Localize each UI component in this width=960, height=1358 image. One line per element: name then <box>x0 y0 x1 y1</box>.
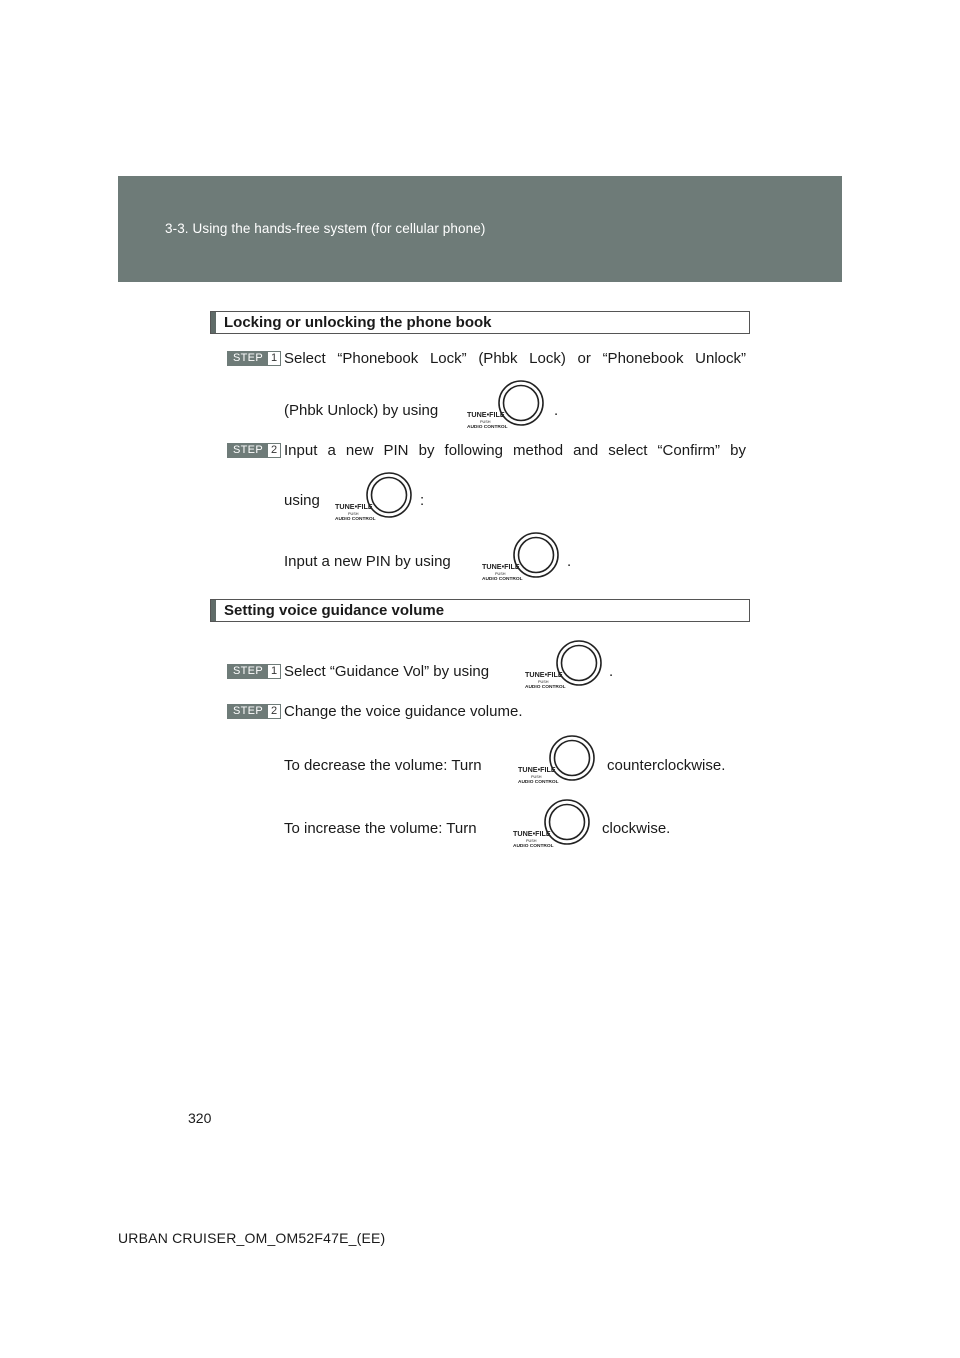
tune-file-knob-icon <box>512 796 598 860</box>
step-text: Input a new PIN by using <box>284 553 451 570</box>
knob-label: TUNE•FILE <box>467 410 505 419</box>
step-label: STEP <box>228 352 268 365</box>
step-text: Select “Guidance Vol” by using <box>284 663 490 680</box>
tune-file-knob-icon <box>334 469 420 533</box>
section-title-text: Locking or unlocking the phone book <box>224 314 492 331</box>
tune-file-knob-icon <box>481 529 567 593</box>
knob-label: TUNE•FILE <box>482 562 520 571</box>
knob-graphic <box>334 469 420 533</box>
knob-graphic <box>512 796 598 860</box>
chapter-header <box>118 176 842 282</box>
step-badge <box>227 443 281 458</box>
step-number: 1 <box>268 352 280 365</box>
knob-push-label: PUSH <box>480 420 491 424</box>
knob-sub-label: AUDIO CONTROL <box>518 780 559 785</box>
knob-sub-label: AUDIO CONTROL <box>467 425 508 430</box>
step-text: . <box>554 402 559 419</box>
knob-push-label: PUSH <box>531 775 542 779</box>
knob-graphic <box>466 377 552 441</box>
knob-label: TUNE•FILE <box>335 502 373 511</box>
step-text: To decrease the volume: Turn <box>284 757 482 774</box>
step-text: clockwise. <box>602 820 671 837</box>
knob-push-label: PUSH <box>495 572 506 576</box>
step-text: To increase the volume: Turn <box>284 820 477 837</box>
step-badge <box>227 664 281 679</box>
knob-graphic <box>517 732 603 796</box>
knob-sub-label: AUDIO CONTROL <box>482 577 523 582</box>
step-badge <box>227 704 281 719</box>
knob-sub-label: AUDIO CONTROL <box>513 844 554 849</box>
step-text: : <box>420 492 425 509</box>
knob-sub-label: AUDIO CONTROL <box>335 517 376 522</box>
tune-file-knob-icon <box>466 377 552 441</box>
knob-push-label: PUSH <box>526 839 537 843</box>
step-number: 2 <box>268 705 280 718</box>
step-badge <box>227 351 281 366</box>
step-text: (Phbk Unlock) by using <box>284 402 439 419</box>
knob-label: TUNE•FILE <box>525 670 563 679</box>
knob-label: TUNE•FILE <box>518 765 556 774</box>
section-accent <box>211 312 216 333</box>
section-title-guidance-volume <box>210 599 750 622</box>
step-label: STEP <box>228 665 268 678</box>
step-text: Change the voice guidance volume. <box>284 703 523 720</box>
breadcrumb: 3-3. Using the hands-free system (for cellular phone) <box>165 221 486 236</box>
knob-graphic <box>481 529 567 593</box>
page-number: 320 <box>188 1110 212 1126</box>
step-label: STEP <box>228 705 268 718</box>
step-text: Input a new PIN by following method and select “Confirm” by <box>284 442 746 459</box>
step-label: STEP <box>228 444 268 457</box>
step-text: counterclockwise. <box>607 757 726 774</box>
step-text: . <box>567 553 572 570</box>
footer-model-code: URBAN CRUISER_OM_OM52F47E_(EE) <box>118 1230 386 1246</box>
step-text: Select “Phonebook Lock” (Phbk Lock) or “Phonebook Unlock” <box>284 350 746 367</box>
tune-file-knob-icon <box>517 732 603 796</box>
section-title-phonebook-lock <box>210 311 750 334</box>
tune-file-knob-icon <box>524 637 610 701</box>
knob-push-label: PUSH <box>348 512 359 516</box>
knob-sub-label: AUDIO CONTROL <box>525 685 566 690</box>
step-text: using <box>284 492 320 509</box>
step-number: 2 <box>268 444 280 457</box>
knob-graphic <box>524 637 610 701</box>
section-accent <box>211 600 216 621</box>
knob-push-label: PUSH <box>538 680 549 684</box>
knob-label: TUNE•FILE <box>513 829 551 838</box>
step-number: 1 <box>268 665 280 678</box>
section-title-text: Setting voice guidance volume <box>224 602 445 619</box>
step-text: . <box>609 663 614 680</box>
